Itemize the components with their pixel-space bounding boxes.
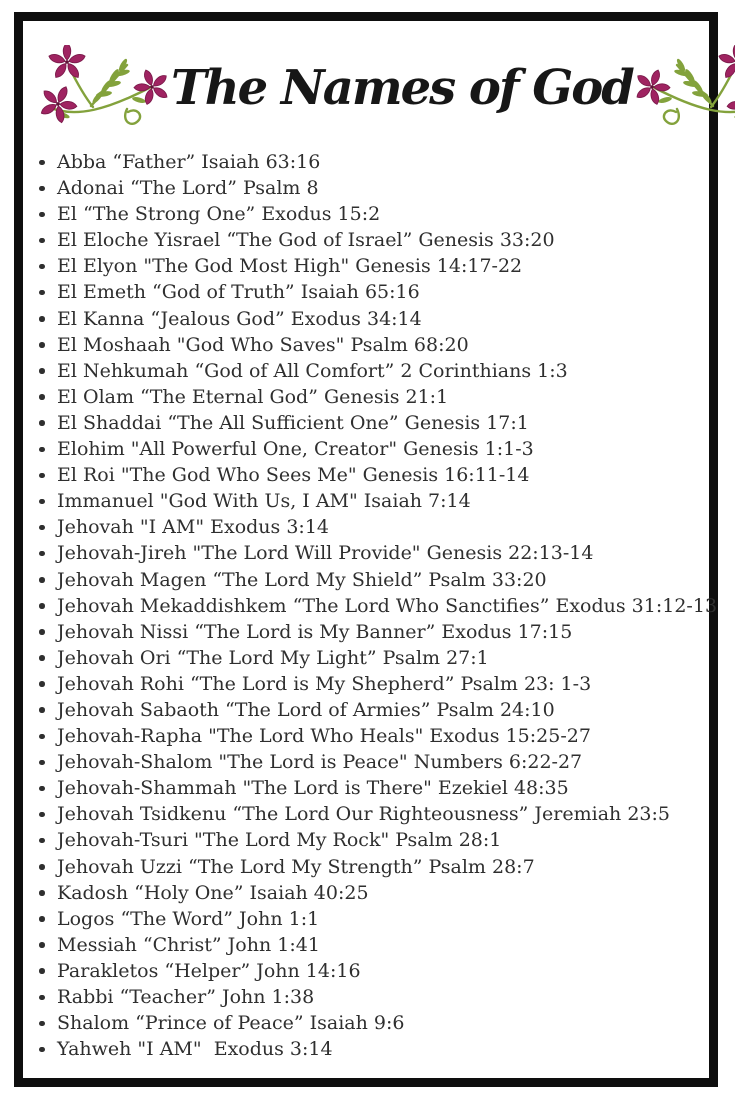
list-item: Rabbi “Teacher” John 1:38 — [57, 984, 703, 1010]
list-item: El Eloche Yisrael “The God of Israel” Genesis 33:20 — [57, 227, 703, 253]
list-item: Yahweh "I AM" Exodus 3:14 — [57, 1036, 703, 1062]
list-item: Jehovah Uzzi “The Lord My Strength” Psalm 28:7 — [57, 854, 703, 880]
page-title: The Names of God — [171, 60, 633, 116]
list-item: Jehovah Ori “The Lord My Light” Psalm 27:1 — [57, 645, 703, 671]
page-border — [14, 12, 718, 1087]
list-item: El Emeth “God of Truth” Isaiah 65:16 — [57, 279, 703, 305]
list-item: Logos “The Word” John 1:1 — [57, 906, 703, 932]
list-item: Jehovah-Shalom "The Lord is Peace" Numbers 6:22-27 — [57, 749, 703, 775]
flower-decoration-right-icon — [633, 45, 735, 131]
list-item: Jehovah Tsidkenu “The Lord Our Righteousness” Jeremiah 23:5 — [57, 801, 703, 827]
list-item: Abba “Father” Isaiah 63:16 — [57, 149, 703, 175]
list-item: Messiah “Christ” John 1:41 — [57, 932, 703, 958]
list-item: El Elyon "The God Most High" Genesis 14:17-22 — [57, 253, 703, 279]
list-item: Jehovah-Tsuri "The Lord My Rock" Psalm 28:1 — [57, 827, 703, 853]
names-list — [23, 149, 718, 1062]
list-item: El Shaddai “The All Sufficient One” Genesis 17:1 — [57, 410, 703, 436]
flower-decoration-left-icon — [39, 45, 171, 131]
list-item: El Kanna “Jealous God” Exodus 34:14 — [57, 306, 703, 332]
list-item: Jehovah-Jireh "The Lord Will Provide" Genesis 22:13-14 — [57, 540, 703, 566]
list-item: El Moshaah "God Who Saves" Psalm 68:20 — [57, 332, 703, 358]
list-item: El Nehkumah “God of All Comfort” 2 Corinthians 1:3 — [57, 358, 703, 384]
list-item: Immanuel "God With Us, I AM" Isaiah 7:14 — [57, 488, 703, 514]
list-item: Shalom “Prince of Peace” Isaiah 9:6 — [57, 1010, 703, 1036]
header — [23, 21, 709, 137]
list-item: Elohim "All Powerful One, Creator" Genesis 1:1-3 — [57, 436, 703, 462]
list-item: El Olam “The Eternal God” Genesis 21:1 — [57, 384, 703, 410]
list-item: Parakletos “Helper” John 14:16 — [57, 958, 703, 984]
list-item: Jehovah "I AM" Exodus 3:14 — [57, 514, 703, 540]
list-item: El Roi "The God Who Sees Me" Genesis 16:11-14 — [57, 462, 703, 488]
list-item: Jehovah Sabaoth “The Lord of Armies” Psalm 24:10 — [57, 697, 703, 723]
list-item: Jehovah-Rapha "The Lord Who Heals" Exodus 15:25-27 — [57, 723, 703, 749]
list-item: Adonai “The Lord” Psalm 8 — [57, 175, 703, 201]
list-item: Jehovah Rohi “The Lord is My Shepherd” Psalm 23: 1-3 — [57, 671, 703, 697]
list-item: Jehovah-Shammah "The Lord is There" Ezekiel 48:35 — [57, 775, 703, 801]
list-item: El “The Strong One” Exodus 15:2 — [57, 201, 703, 227]
list-item: Kadosh “Holy One” Isaiah 40:25 — [57, 880, 703, 906]
list-item: Jehovah Magen “The Lord My Shield” Psalm 33:20 — [57, 567, 703, 593]
list-item: Jehovah Nissi “The Lord is My Banner” Exodus 17:15 — [57, 619, 703, 645]
list-item: Jehovah Mekaddishkem “The Lord Who Sanctifies” Exodus 31:12-13 — [57, 593, 703, 619]
